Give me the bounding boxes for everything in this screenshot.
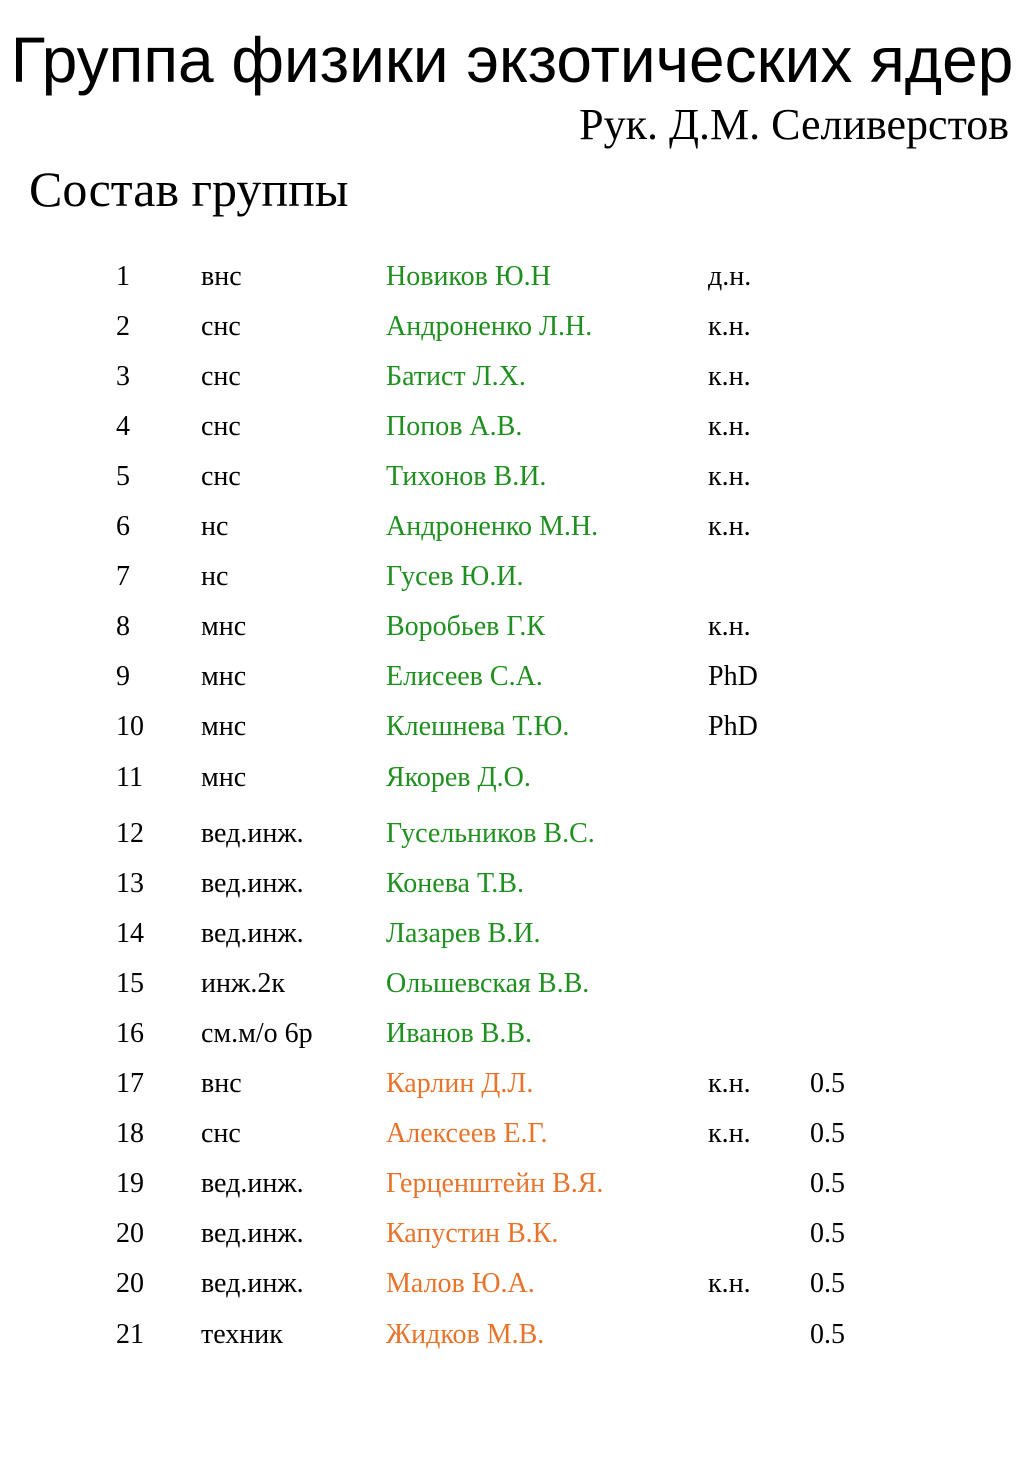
member-rate: 0.5	[810, 1268, 845, 1299]
member-name: Иванов В.В.	[386, 1018, 533, 1049]
member-position: вед.инж.	[201, 1168, 304, 1199]
member-number: 9	[116, 661, 130, 692]
member-name: Лазарев В.И.	[386, 918, 541, 949]
section-title: Состав группы	[29, 161, 349, 217]
table-row	[0, 607, 1024, 647]
member-degree: к.н.	[708, 361, 751, 392]
member-name: Попов А.В.	[386, 411, 523, 442]
member-degree: д.н.	[708, 261, 752, 292]
member-position: мнс	[201, 661, 247, 692]
table-row	[0, 557, 1024, 597]
member-name: Конева Т.В.	[386, 868, 524, 899]
table-row	[0, 1064, 1024, 1104]
member-position: нс	[201, 561, 229, 592]
table-row	[0, 457, 1024, 497]
member-number: 6	[116, 511, 130, 542]
member-degree: к.н.	[708, 1268, 751, 1299]
member-rate: 0.5	[810, 1168, 845, 1199]
member-number: 3	[116, 361, 130, 392]
member-degree: к.н.	[708, 461, 751, 492]
member-name: Батист Л.Х.	[386, 361, 526, 392]
table-row	[0, 1264, 1024, 1304]
member-degree: PhD	[708, 711, 758, 742]
member-number: 15	[116, 968, 144, 999]
member-number: 14	[116, 918, 144, 949]
member-position: инж.2к	[201, 968, 285, 999]
group-head: Рук. Д.М. Селиверстов	[579, 100, 1009, 149]
member-number: 21	[116, 1319, 144, 1350]
member-name: Якорев Д.О.	[386, 762, 531, 793]
member-number: 20	[116, 1268, 144, 1299]
member-position: снс	[201, 411, 241, 442]
member-rate: 0.5	[810, 1319, 845, 1350]
member-position: вед.инж.	[201, 868, 304, 899]
table-row	[0, 307, 1024, 347]
table-row	[0, 257, 1024, 297]
member-number: 5	[116, 461, 130, 492]
member-position: нс	[201, 511, 229, 542]
member-position: вед.инж.	[201, 1268, 304, 1299]
member-number: 8	[116, 611, 130, 642]
member-position: мнс	[201, 762, 247, 793]
member-degree: к.н.	[708, 411, 751, 442]
member-name: Тихонов В.И.	[386, 461, 547, 492]
member-rate: 0.5	[810, 1118, 845, 1149]
table-row	[0, 357, 1024, 397]
member-number: 17	[116, 1068, 144, 1099]
member-name: Гусев Ю.И.	[386, 561, 524, 592]
member-name: Алексеев Е.Г.	[386, 1118, 548, 1149]
member-name: Елисеев С.А.	[386, 661, 543, 692]
member-name: Клешнева Т.Ю.	[386, 711, 570, 742]
member-number: 13	[116, 868, 144, 899]
member-number: 16	[116, 1018, 144, 1049]
member-degree: к.н.	[708, 511, 751, 542]
member-degree: к.н.	[708, 1068, 751, 1099]
member-position: снс	[201, 311, 241, 342]
member-position: вед.инж.	[201, 918, 304, 949]
member-name: Жидков М.В.	[386, 1319, 545, 1350]
member-number: 4	[116, 411, 130, 442]
table-row	[0, 1014, 1024, 1054]
member-rate: 0.5	[810, 1218, 845, 1249]
member-position: снс	[201, 1118, 241, 1149]
member-name: Андроненко Л.Н.	[386, 311, 593, 342]
member-position: мнс	[201, 711, 247, 742]
member-number: 19	[116, 1168, 144, 1199]
member-position: снс	[201, 461, 241, 492]
member-position: техник	[201, 1319, 283, 1350]
member-number: 2	[116, 311, 130, 342]
member-rate: 0.5	[810, 1068, 845, 1099]
member-number: 1	[116, 261, 130, 292]
member-name: Карлин Д.Л.	[386, 1068, 534, 1099]
table-row	[0, 407, 1024, 447]
member-degree: к.н.	[708, 311, 751, 342]
member-position: внс	[201, 261, 242, 292]
table-row	[0, 964, 1024, 1004]
member-name: Капустин В.К.	[386, 1218, 559, 1249]
page-title: Группа физики экзотических ядер	[10, 24, 1014, 96]
member-number: 11	[116, 762, 143, 793]
table-row	[0, 814, 1024, 854]
table-row	[0, 507, 1024, 547]
member-degree: PhD	[708, 661, 758, 692]
member-name: Герценштейн В.Я.	[386, 1168, 604, 1199]
member-position: вед.инж.	[201, 818, 304, 849]
table-row	[0, 1214, 1024, 1254]
table-row	[0, 657, 1024, 697]
table-row	[0, 758, 1024, 798]
member-position: мнс	[201, 611, 247, 642]
member-name: Новиков Ю.Н	[386, 261, 551, 292]
member-position: снс	[201, 361, 241, 392]
member-number: 18	[116, 1118, 144, 1149]
member-number: 7	[116, 561, 130, 592]
table-row	[0, 1315, 1024, 1355]
member-degree: к.н.	[708, 611, 751, 642]
member-number: 10	[116, 711, 144, 742]
table-row	[0, 864, 1024, 904]
member-name: Андроненко М.Н.	[386, 511, 599, 542]
member-position: внс	[201, 1068, 242, 1099]
member-name: Гусельников В.С.	[386, 818, 595, 849]
table-row	[0, 1114, 1024, 1154]
member-degree: к.н.	[708, 1118, 751, 1149]
member-position: вед.инж.	[201, 1218, 304, 1249]
table-row	[0, 707, 1024, 747]
table-row	[0, 914, 1024, 954]
member-name: Малов Ю.А.	[386, 1268, 535, 1299]
member-number: 20	[116, 1218, 144, 1249]
member-name: Воробьев Г.К	[386, 611, 546, 642]
member-name: Ольшевская В.В.	[386, 968, 590, 999]
member-number: 12	[116, 818, 144, 849]
member-position: см.м/о 6р	[201, 1018, 313, 1049]
table-row	[0, 1164, 1024, 1204]
